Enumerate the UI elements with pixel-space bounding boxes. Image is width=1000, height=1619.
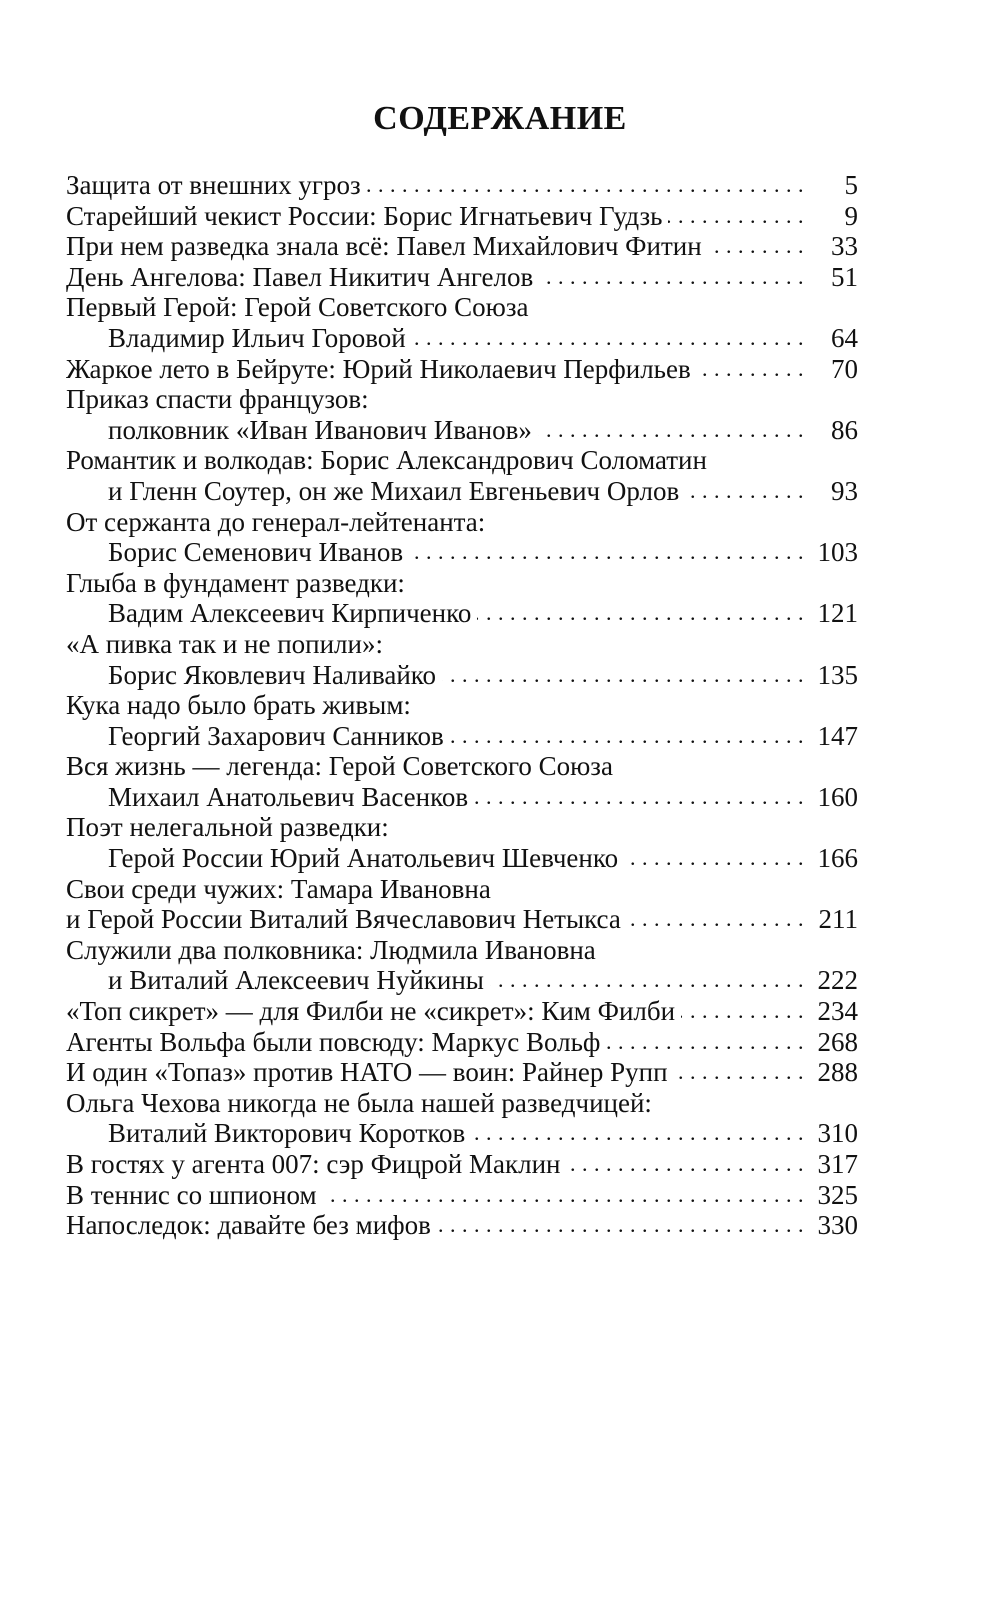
toc-entry-title: Приказ спасти французов: [66, 384, 375, 414]
toc-entry-title: Поэт нелегальной разведки: [66, 812, 395, 842]
toc-entry-leader [108, 721, 804, 752]
toc-entry [66, 660, 896, 691]
toc-entry-page-number: 222 [817, 965, 858, 996]
toc-entry-title: Служили два полковника: Людмила Ивановна [66, 935, 602, 965]
toc-entry-title: Виталий Викторович Коротков [108, 1118, 471, 1148]
toc-entry-title: Напоследок: давайте без мифов [66, 1210, 437, 1240]
toc-entry-leader [66, 568, 804, 599]
toc-entry-title: Владимир Ильич Горовой [108, 323, 412, 353]
toc-entry-leader [66, 445, 804, 476]
toc-entry-title: Борис Семенович Иванов [108, 537, 409, 567]
toc-entry-leader [66, 262, 804, 293]
toc-entry [66, 1088, 896, 1119]
toc-entry-page-number: 211 [818, 904, 858, 935]
toc-entry-page-number: 9 [844, 200, 858, 231]
toc-entry-leader [66, 874, 804, 905]
toc-entry-title: И один «Топаз» против НАТО — воин: Райнер Рупп [66, 1057, 674, 1087]
toc-entry-leader [108, 843, 804, 874]
toc-entry-page-number: 310 [817, 1118, 858, 1149]
toc-entry-title: Первый Герой: Герой Советского Союза [66, 292, 534, 322]
toc-entry-title: Глыба в фундамент разведки: [66, 568, 411, 598]
toc-entry-leader [66, 292, 804, 323]
toc-entry-leader [108, 323, 804, 354]
toc-entry-leader [66, 1180, 804, 1211]
toc-entry [66, 629, 896, 660]
toc-entry [66, 1057, 896, 1088]
toc-entry [66, 292, 896, 323]
toc-entry [66, 323, 896, 354]
toc-entry-page-number: 5 [844, 170, 858, 200]
toc-entry [66, 476, 896, 507]
toc-entry-title: и Виталий Алексеевич Нуйкины [108, 965, 490, 995]
toc-entry-title: полковник «Иван Иванович Иванов» [108, 415, 538, 445]
toc-entry-leader [66, 354, 804, 385]
toc-entry [66, 354, 896, 385]
toc-entry [66, 201, 896, 232]
table-of-contents [66, 170, 896, 1241]
toc-entry [66, 231, 896, 262]
toc-entry-title: Вся жизнь — легенда: Герой Советского Союза [66, 751, 619, 781]
toc-entry-leader [108, 1118, 804, 1149]
toc-entry [66, 782, 896, 813]
toc-entry [66, 537, 896, 568]
toc-entry-title: Романтик и волкодав: Борис Александрович Соломатин [66, 445, 713, 475]
toc-entry-leader [66, 507, 804, 538]
toc-entry-leader [108, 598, 804, 629]
toc-entry [66, 598, 896, 629]
toc-entry-leader [66, 690, 804, 721]
toc-entry [66, 262, 896, 293]
toc-entry [66, 996, 896, 1027]
toc-entry [66, 690, 896, 721]
toc-entry-leader [66, 1057, 804, 1088]
page-title: СОДЕРЖАНИЕ [373, 100, 627, 137]
toc-entry-title: Агенты Вольфа были повсюду: Маркус Вольф [66, 1027, 606, 1057]
toc-entry-page-number: 93 [831, 475, 858, 506]
toc-entry-leader [108, 965, 804, 996]
toc-entry-title: Георгий Захарович Санников [108, 721, 450, 751]
toc-entry [66, 965, 896, 996]
toc-entry-page-number: 234 [817, 996, 858, 1027]
toc-entry-page-number: 86 [831, 414, 858, 445]
toc-entry-page-number: 51 [831, 261, 858, 292]
toc-entry-page-number: 70 [831, 353, 858, 384]
toc-entry [66, 812, 896, 843]
toc-entry-page-number: 64 [831, 322, 858, 353]
toc-entry-page-number: 121 [817, 598, 858, 629]
toc-entry-page-number: 160 [817, 781, 858, 812]
toc-entry [66, 904, 896, 935]
toc-entry-page-number: 317 [817, 1149, 858, 1179]
toc-entry-page-number: 33 [831, 231, 858, 262]
toc-entry-title: Герой России Юрий Анатольевич Шевченко [108, 843, 624, 873]
toc-entry-title: «Топ сикрет» — для Филби не «сикрет»: Ким Филби [66, 996, 681, 1026]
toc-entry-title: Борис Яковлевич Наливайко [108, 660, 442, 690]
toc-entry-leader [66, 1210, 804, 1241]
toc-entry-title: Защита от внешних угроз [66, 170, 367, 200]
toc-entry [66, 1180, 896, 1211]
toc-entry-page-number: 330 [817, 1210, 858, 1241]
toc-entry-title: От сержанта до генерал-лейтенанта: [66, 507, 491, 537]
toc-entry [66, 1118, 896, 1149]
toc-entry [66, 568, 896, 599]
toc-entry-title: День Ангелова: Павел Никитич Ангелов [66, 262, 539, 292]
toc-entry [66, 445, 896, 476]
toc-entry [66, 384, 896, 415]
toc-entry [66, 751, 896, 782]
toc-entry-leader [66, 231, 804, 262]
toc-entry [66, 1149, 896, 1180]
toc-entry-page-number: 325 [817, 1179, 858, 1210]
toc-entry-page-number: 103 [817, 537, 858, 568]
toc-entry-title: В гостях у агента 007: сэр Фицрой Маклин [66, 1149, 567, 1179]
toc-entry-leader [108, 476, 804, 507]
toc-entry-title: При нем разведка знала всё: Павел Михайлович Фитин [66, 231, 708, 261]
toc-entry-title: Старейший чекист России: Борис Игнатьевич Гудзь [66, 201, 668, 231]
toc-entry-page-number: 288 [817, 1057, 858, 1088]
toc-entry [66, 874, 896, 905]
toc-entry [66, 1210, 896, 1241]
toc-entry-title: В теннис со шпионом [66, 1180, 323, 1210]
toc-entry-title: Кука надо было брать живым: [66, 690, 417, 720]
toc-entry-leader [66, 751, 804, 782]
toc-entry-leader [66, 904, 804, 935]
toc-entry-page-number: 268 [817, 1026, 858, 1057]
toc-entry-leader [66, 384, 804, 415]
toc-entry-leader [108, 660, 804, 691]
toc-entry-leader [66, 201, 804, 232]
toc-entry [66, 843, 896, 874]
toc-entry-leader [66, 1149, 804, 1180]
toc-entry-leader [108, 537, 804, 568]
toc-entry-leader [66, 170, 804, 201]
toc-entry-leader [108, 415, 804, 446]
toc-entry [66, 1027, 896, 1058]
toc-entry-title: и Герой России Виталий Вячеславович Нетыкса [66, 904, 627, 934]
toc-entry-title: Вадим Алексеевич Кирпиченко [108, 598, 477, 628]
toc-entry-leader [108, 782, 804, 813]
toc-entry-leader [66, 812, 804, 843]
toc-entry-leader [66, 996, 804, 1027]
toc-entry [66, 721, 896, 752]
toc-entry [66, 935, 896, 966]
toc-entry-title: Жаркое лето в Бейруте: Юрий Николаевич Перфильев [66, 354, 697, 384]
toc-entry-page-number: 147 [817, 720, 858, 751]
toc-entry-leader [66, 935, 804, 966]
toc-entry [66, 170, 896, 201]
toc-entry-leader [66, 1088, 804, 1119]
toc-entry-title: Ольга Чехова никогда не была нашей разведчицей: [66, 1088, 658, 1118]
toc-entry-leader [66, 1027, 804, 1058]
toc-entry-page-number: 135 [817, 659, 858, 690]
toc-entry-title: «А пивка так и не попили»: [66, 629, 389, 659]
toc-entry-leader [66, 629, 804, 660]
toc-entry-page-number: 166 [817, 843, 858, 874]
toc-entry-title: Михаил Анатольевич Васенков [108, 782, 474, 812]
toc-entry-title: и Гленн Соутер, он же Михаил Евгеньевич Орлов [108, 476, 685, 506]
toc-entry [66, 415, 896, 446]
toc-entry [66, 507, 896, 538]
toc-entry-title: Свои среди чужих: Тамара Ивановна [66, 874, 497, 904]
